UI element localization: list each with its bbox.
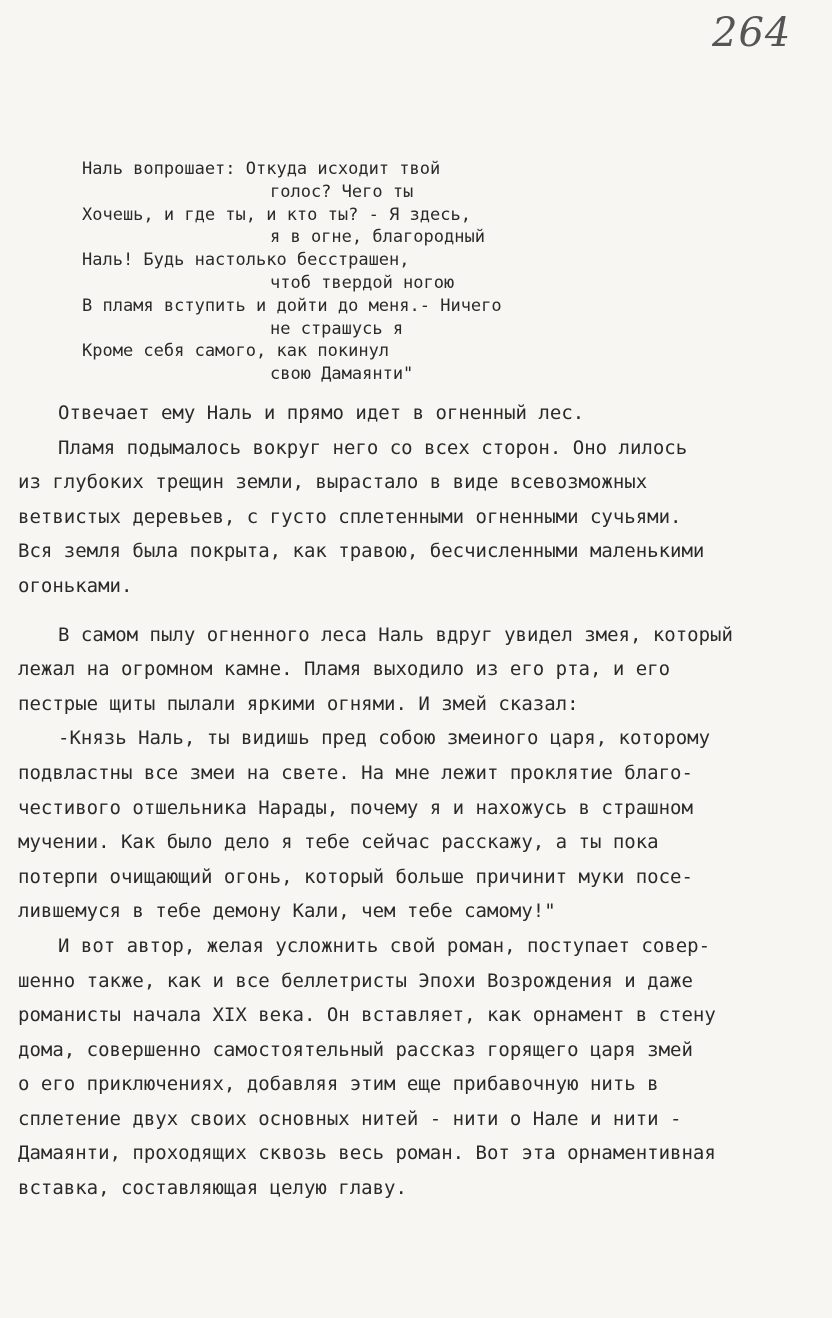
prose-line: о его приключениях, добавляя этим еще прибавочную нить в [18, 1073, 659, 1096]
verse-line: Наль вопрошает: Откуда исходит твой [82, 159, 441, 179]
prose-line: Пламя подымалось вокруг него со всех сторон. Оно лилось [58, 436, 688, 459]
prose-line: мучении. Как было дело я тебе сейчас расскажу, а ты пока [18, 831, 659, 854]
prose-line: из глубоких трещин земли, вырастало в виде всевозможных [18, 471, 648, 494]
verse-block [82, 158, 502, 386]
prose-line: сплетение двух своих основных нитей - нити о Нале и нити - [18, 1107, 682, 1130]
prose-line: лившемуся в тебе демону Кали, чем тебе самому!" [18, 900, 556, 923]
verse-line: Хочешь, и где ты, и кто ты? - Я здесь, [82, 204, 471, 225]
verse-line: Наль! Будь настолько бесстрашен, [82, 250, 410, 271]
prose-line: -Князь Наль, ты видишь пред собою змеиного царя, которому [58, 727, 711, 750]
prose-line: честивого отшельника Нарады, почему я и нахожусь в страшном [18, 796, 693, 819]
prose-line: огоньками. [18, 574, 133, 597]
prose-line: вставка, составляющая целую главу. [18, 1177, 407, 1200]
prose-line: потерпи очищающий огонь, который больше причинит муки посе- [18, 865, 693, 888]
prose-line: лежал на огромном камне. Пламя выходило из его рта, и его [18, 658, 671, 681]
prose-line: шенно также, как и все беллетристы Эпохи Возрождения и даже [18, 969, 693, 992]
verse-line: голос? Чего ты [270, 181, 414, 202]
prose-line: романисты начала XIX века. Он вставляет, как орнамент в стену [18, 1004, 716, 1027]
prose-line: ветвистых деревьев, с густо сплетенными огненными сучьями. [18, 505, 682, 528]
verse-line: чтоб твердой ногою [270, 272, 455, 293]
prose-block [18, 396, 824, 1206]
verse-line: я в огне, благородный [270, 227, 485, 248]
prose-line: И вот автор, желая усложнить свой роман, поступает совер- [58, 934, 711, 957]
prose-line: Отвечает ему Наль и прямо идет в огненный лес. [58, 402, 585, 424]
prose-line: дома, совершенно самостоятельный рассказ горящего царя змей [18, 1038, 693, 1061]
prose-line: подвластны все змеи на свете. На мне лежит проклятие благо- [18, 761, 693, 784]
page-number: 264 [712, 10, 792, 56]
prose-line: Вся земля была покрыта, как травою, бесчисленными маленькими [18, 540, 705, 563]
prose-line: пестрые щиты пылали яркими огнями. И змей сказал: [18, 692, 579, 715]
prose-line: Дамаянти, проходящих сквозь весь роман. Вот эта орнаментивная [18, 1142, 716, 1165]
verse-line: свою Дамаянти" [270, 364, 414, 385]
verse-line: В пламя вступить и дойти до меня.- Ничего [82, 295, 502, 316]
verse-line: Кроме себя самого, как покинул [82, 341, 390, 362]
verse-line: не страшусь я [270, 318, 404, 339]
prose-line: В самом пылу огненного леса Наль вдруг увидел змея, который [58, 623, 733, 646]
